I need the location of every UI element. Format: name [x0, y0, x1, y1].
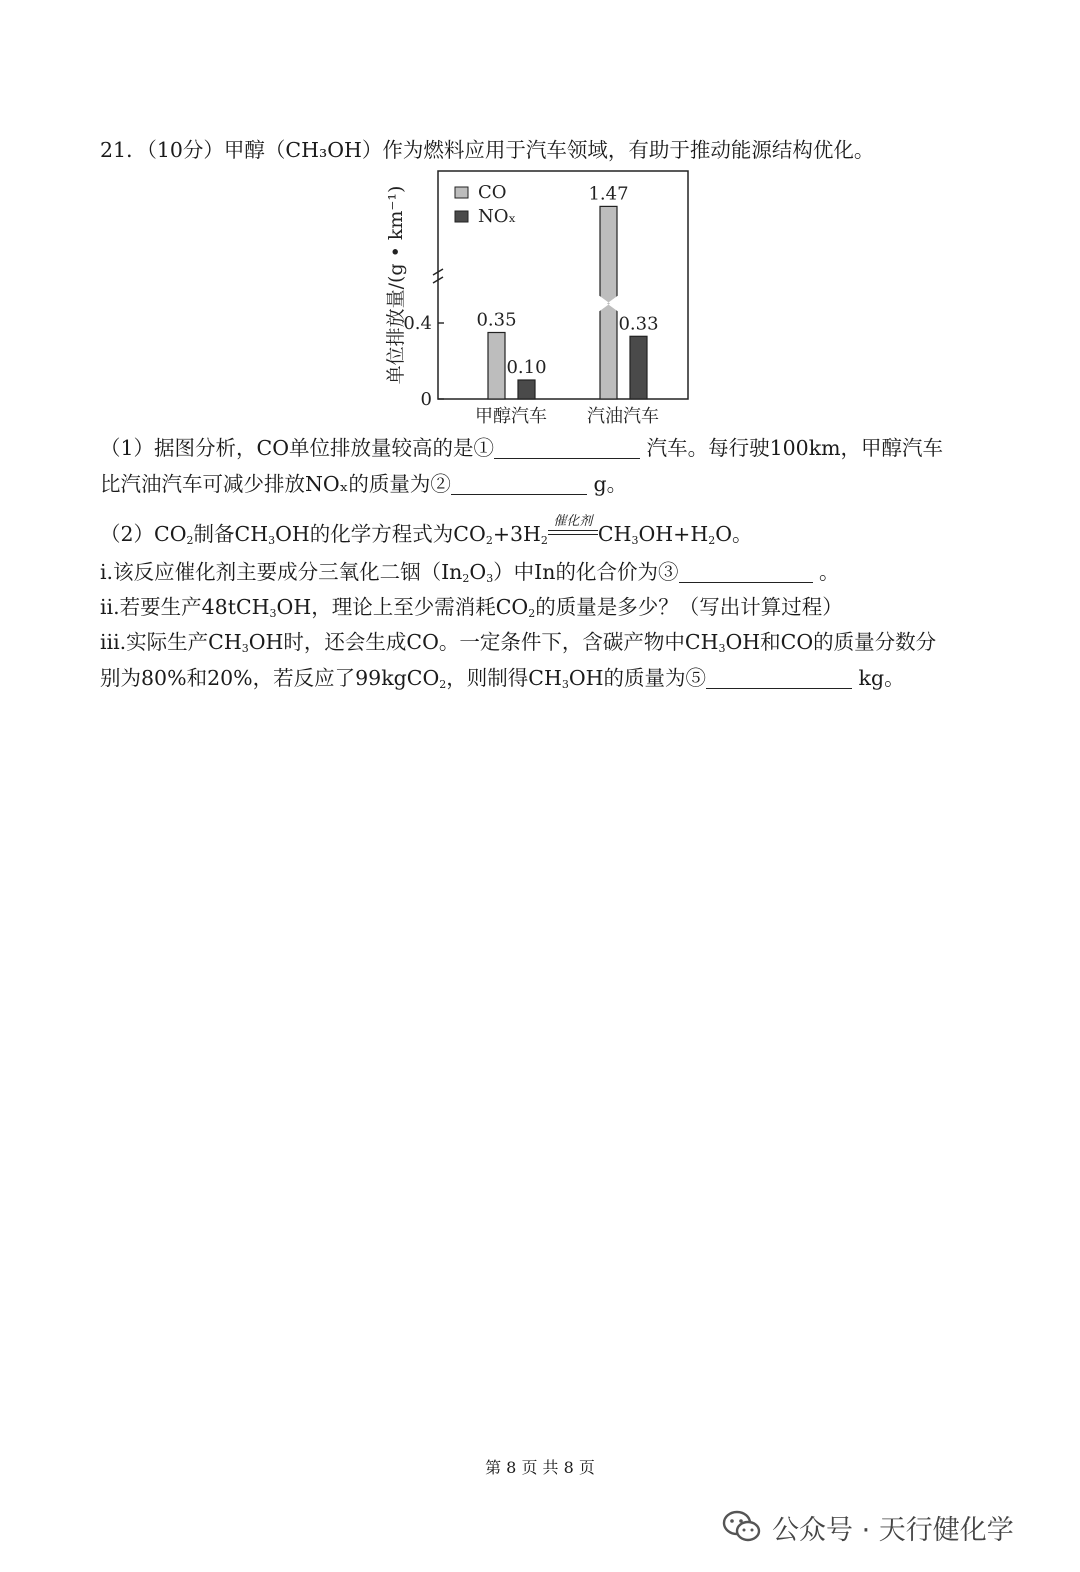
- part2-iii-line2: 别为80%和20%，若反应了99kgCO$_2$，则制得$CH_3OH$的质量为⑤ kg。: [100, 666, 905, 691]
- ii-text: ⅱ.若要生产48tCH: [100, 595, 270, 619]
- answer-blank-2[interactable]: [451, 474, 587, 495]
- iii-text: OH时，还会生成CO。一定条件下，含碳产物中CH: [248, 630, 719, 654]
- y-tick-label: 0.4: [403, 313, 432, 334]
- legend-swatch: [455, 187, 468, 198]
- part1-text-c: 比汽油汽车可减少排放NOₓ的质量为②: [100, 472, 451, 496]
- part1-text-b: 汽车。每行驶100km，甲醇汽车: [640, 436, 944, 460]
- iii-text: 别为80%和20%，若反应了99kgCO: [100, 666, 440, 690]
- part2-iii-line1: ⅲ.实际生产$CH_3OH$时，还会生成CO。一定条件下，含碳产物中$CH_3OH$和CO的质量分数分: [100, 630, 937, 655]
- answer-blank-5[interactable]: [706, 668, 852, 689]
- catalyst-label: 催化剂: [553, 514, 593, 529]
- part2-equation-line: $(2)CO_2$制备$CH_3OH$的化学方程式为$CO_2+3H_2$ 催化剂 $CH_3OH+H_2O$。: [100, 520, 753, 555]
- iii-text: kg。: [852, 666, 905, 690]
- iii-text: ，则制得CH: [446, 666, 562, 690]
- page-footer: 第 8 页 共 8 页: [485, 1458, 595, 1477]
- iii-text: OH的质量为⑤: [568, 666, 707, 690]
- bar-nox: [630, 336, 647, 399]
- bar-value-label: 0.33: [618, 313, 659, 335]
- part1-line2: [100, 470, 627, 498]
- question-heading: [100, 136, 874, 164]
- bar-value-label: 0.35: [476, 309, 517, 331]
- bar-nox: [518, 380, 535, 399]
- emission-bar-chart: [378, 165, 698, 433]
- answer-blank-1[interactable]: [494, 438, 640, 459]
- watermark-text: 公众号 · 天行健化学: [772, 1514, 1014, 1546]
- eq-text: +3H: [492, 522, 541, 546]
- plot-frame: [438, 171, 688, 399]
- i-text: O: [469, 560, 487, 584]
- catalyst-arrow: [548, 514, 598, 543]
- question-intro: （10分）甲醇（CH₃OH）作为燃料应用于汽车领域，有助于推动能源结构优化。: [146, 138, 875, 162]
- legend-label: NOₓ: [478, 206, 517, 227]
- x-category-label: 汽油汽车: [587, 406, 659, 427]
- ii-text: OH，理论上至少需消耗CO: [276, 595, 529, 619]
- answer-blank-3[interactable]: [679, 562, 813, 583]
- part2-i-line: ⅰ.该反应催化剂主要成分三氧化二铟$(In_2O_3)$中In的化合价为③ 。: [100, 560, 840, 585]
- eq-text: O。: [715, 522, 753, 546]
- eq-text: OH+H: [638, 522, 709, 546]
- wechat-icon: [722, 1510, 762, 1544]
- legend-swatch: [455, 211, 468, 222]
- i-text: ⅰ.该反应催化剂主要成分三氧化二铟（In: [100, 560, 463, 584]
- ii-text: 的质量是多少？（写出计算过程）: [535, 595, 843, 619]
- legend-label: CO: [478, 182, 507, 203]
- bar-value-label: 1.47: [588, 183, 629, 205]
- iii-text: OH和CO的质量分数分: [725, 630, 937, 654]
- eq-text: （2）CO: [100, 522, 187, 546]
- bar-value-label: 0.10: [506, 357, 547, 378]
- i-text: 。: [812, 560, 840, 584]
- iii-text: ⅲ.实际生产CH: [100, 630, 242, 654]
- y-tick-label: 0: [420, 389, 432, 410]
- watermark: [722, 1505, 1014, 1549]
- part1-line1: [100, 434, 943, 462]
- part2-ii-line: ⅱ.若要生产48tCH$_3$OH，理论上至少需消耗$CO_2$的质量是多少？（写出计算过程）: [100, 595, 843, 620]
- bar-co: [488, 333, 505, 400]
- x-category-label: 甲醇汽车: [475, 406, 547, 427]
- question-number: 21．: [100, 138, 147, 162]
- part1-text-a: （1）据图分析，CO单位排放量较高的是①: [100, 436, 495, 460]
- eq-text: CH: [597, 522, 632, 546]
- part1-text-d: g。: [586, 472, 628, 496]
- eq-text: OH的化学方程式为CO: [275, 522, 486, 546]
- i-text: ）中In的化合价为③: [493, 560, 679, 584]
- y-axis-label: 单位排放量/(g • km⁻¹): [385, 185, 407, 385]
- eq-text: 制备CH: [193, 522, 269, 546]
